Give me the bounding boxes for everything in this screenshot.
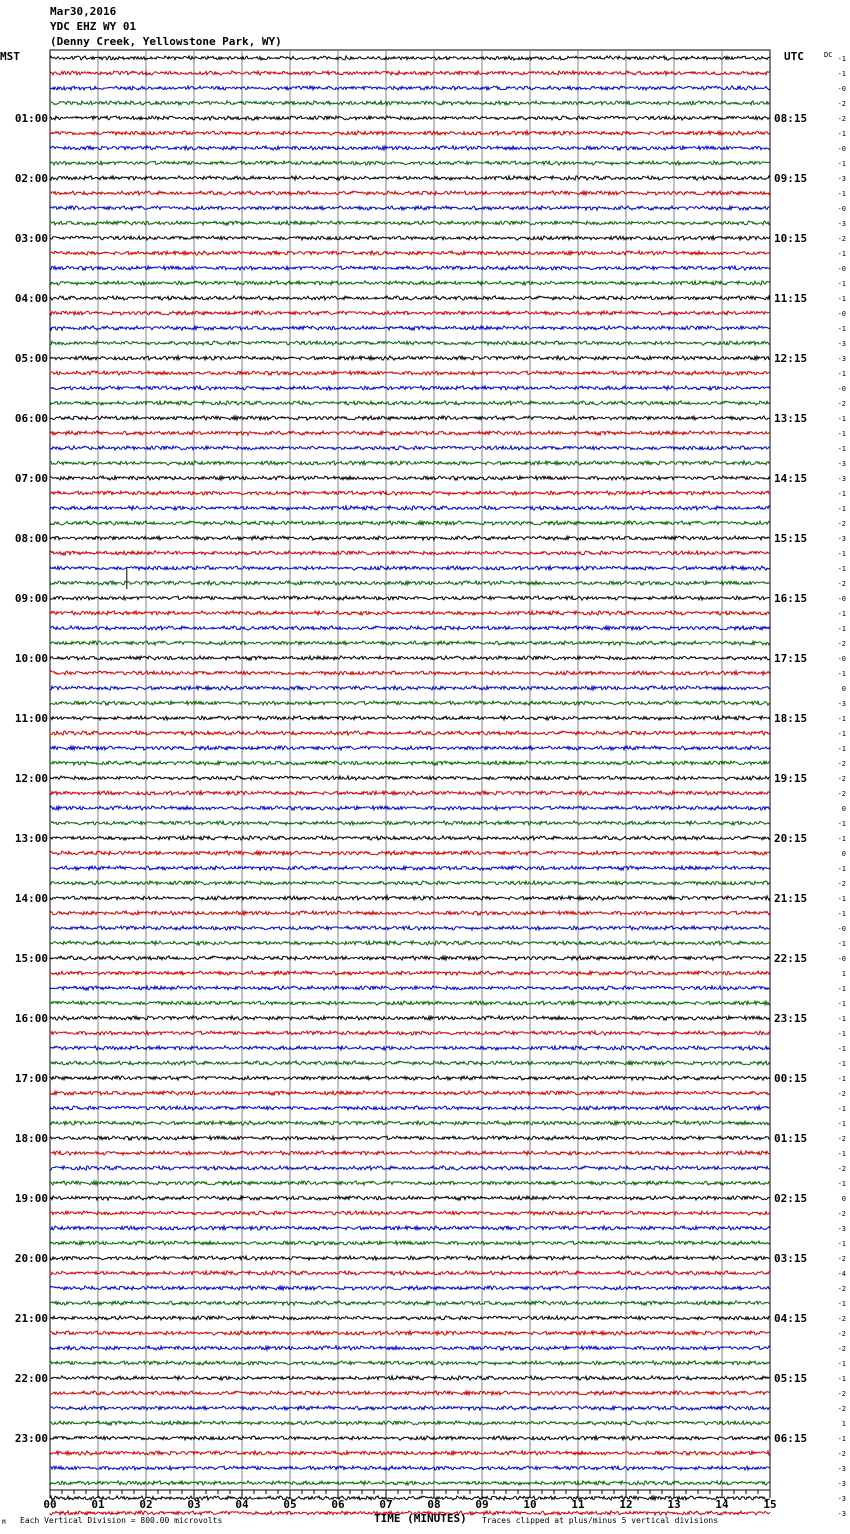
dc-offset-label: -1 (837, 505, 846, 513)
seismic-trace (50, 131, 770, 135)
dc-offset-label: -1 (837, 415, 846, 423)
dc-offset-label: -2 (837, 790, 846, 798)
seismic-trace (50, 1136, 770, 1140)
seismic-trace (50, 176, 770, 180)
left-hour-label: 15:00 (14, 952, 48, 965)
dc-offset-label: -3 (837, 1480, 846, 1488)
dc-offset-label: -1 (837, 1105, 846, 1113)
seismic-trace (50, 371, 770, 375)
seismic-trace (50, 116, 770, 120)
seismic-trace (50, 1121, 770, 1125)
dc-offset-label: -1 (837, 940, 846, 948)
dc-offset-label: -1 (837, 325, 846, 333)
left-hour-label: 07:00 (14, 472, 48, 485)
dc-offset-label: -0 (837, 655, 846, 663)
seismic-trace (50, 1406, 770, 1410)
footer-clip-note: Traces clipped at plus/minus 5 vertical divisions (482, 1516, 719, 1525)
x-tick-label: 12 (619, 1498, 633, 1511)
seismic-trace (50, 581, 770, 585)
dc-offset-label: -2 (837, 640, 846, 648)
seismic-trace (50, 266, 770, 270)
dc-offset-label: 1 (841, 970, 846, 978)
seismic-trace (50, 956, 770, 960)
dc-offset-label: -2 (837, 1330, 846, 1338)
seismic-trace (50, 71, 770, 75)
dc-offset-label: -3 (837, 340, 846, 348)
seismic-trace (50, 296, 770, 300)
seismic-trace (50, 461, 770, 465)
dc-offset-label: -1 (837, 1060, 846, 1068)
dc-offset-label: -1 (837, 745, 846, 753)
x-tick-label: 05 (283, 1498, 297, 1511)
dc-offset-label: -3 (837, 700, 846, 708)
dc-offset-label: 0 (841, 850, 846, 858)
right-hour-label: 06:15 (774, 1432, 808, 1445)
seismic-trace (50, 161, 770, 165)
seismic-trace (50, 1361, 770, 1365)
seismic-trace (50, 866, 770, 870)
left-hour-label: 23:00 (14, 1432, 48, 1445)
right-hour-label: 17:15 (774, 652, 808, 665)
dc-offset-label: -3 (837, 535, 846, 543)
seismic-trace (50, 1076, 770, 1080)
seismic-trace (50, 566, 770, 570)
seismic-trace (50, 731, 770, 735)
seismic-trace (50, 1226, 770, 1230)
dc-offset-label: -2 (837, 115, 846, 123)
x-tick-label: 13 (667, 1498, 681, 1511)
label-layer (15, 55, 846, 1518)
x-tick-label: 10 (523, 1498, 537, 1511)
seismic-trace (50, 791, 770, 795)
left-hour-label: 22:00 (14, 1372, 48, 1385)
seismic-trace (50, 1346, 770, 1350)
seismic-trace (50, 896, 770, 900)
left-hour-label: 12:00 (14, 772, 48, 785)
date-label: Mar30,2016 (50, 5, 117, 18)
dc-offset-label: -3 (837, 475, 846, 483)
dc-offset-label: -2 (837, 520, 846, 528)
seismic-trace (50, 1436, 770, 1440)
dc-offset-label: -1 (837, 250, 846, 258)
left-hour-label: 01:00 (14, 112, 48, 125)
dc-offset-label: -0 (837, 310, 846, 318)
right-hour-label: 03:15 (774, 1252, 808, 1265)
seismic-trace (50, 716, 770, 720)
seismic-trace (50, 401, 770, 405)
dc-offset-label: -1 (837, 895, 846, 903)
seismic-trace (50, 491, 770, 495)
dc-offset-label: -1 (837, 55, 846, 63)
seismic-trace (50, 641, 770, 645)
right-hour-label: 14:15 (774, 472, 808, 485)
dc-offset-label: -1 (837, 865, 846, 873)
seismic-trace (50, 1016, 770, 1020)
dc-offset-label: -1 (837, 1300, 846, 1308)
seismic-trace (50, 251, 770, 255)
dc-offset-label: -2 (837, 400, 846, 408)
dc-offset-label: -0 (837, 85, 846, 93)
seismic-trace (50, 986, 770, 990)
dc-offset-label: -1 (837, 670, 846, 678)
right-hour-label: 20:15 (774, 832, 808, 845)
dc-offset-label: 0 (841, 805, 846, 813)
left-hour-label: 03:00 (14, 232, 48, 245)
right-hour-label: 13:15 (774, 412, 808, 425)
dc-offset-label: -1 (837, 1075, 846, 1083)
dc-offset-label: -2 (837, 1255, 846, 1263)
seismic-trace (50, 761, 770, 765)
seismic-trace (50, 146, 770, 150)
seismic-trace (50, 1031, 770, 1035)
dc-offset-label: -0 (837, 205, 846, 213)
left-hour-label: 16:00 (14, 1012, 48, 1025)
dc-offset-label: -2 (837, 580, 846, 588)
dc-offset-label: 0 (841, 685, 846, 693)
dc-offset-label: -2 (837, 760, 846, 768)
left-hour-label: 05:00 (14, 352, 48, 365)
seismic-trace (50, 431, 770, 435)
seismic-trace (50, 56, 770, 60)
dc-offset-label: -2 (837, 1165, 846, 1173)
seismic-trace (50, 446, 770, 450)
dc-offset-label: -1 (837, 1030, 846, 1038)
x-axis-title: TIME (MINUTES) (374, 1512, 467, 1525)
x-tick-label: 02 (139, 1498, 153, 1511)
x-tick-label: 01 (91, 1498, 105, 1511)
seismic-trace (50, 1421, 770, 1425)
dc-offset-label: -1 (837, 1435, 846, 1443)
right-hour-label: 15:15 (774, 532, 808, 545)
dc-offset-label: -1 (837, 1375, 846, 1383)
right-hour-label: 05:15 (774, 1372, 808, 1385)
left-timezone-label: MST (0, 50, 20, 63)
dc-offset-label: -3 (837, 1495, 846, 1503)
seismic-trace (50, 281, 770, 285)
dc-offset-label: -1 (837, 1150, 846, 1158)
dc-offset-label: -2 (837, 1345, 846, 1353)
x-tick-label: 09 (475, 1498, 489, 1511)
dc-offset-label: -1 (837, 280, 846, 288)
dc-offset-label: -2 (837, 1390, 846, 1398)
seismic-trace (50, 1376, 770, 1380)
dc-offset-label: -2 (837, 1450, 846, 1458)
dc-offset-label: -1 (837, 490, 846, 498)
left-hour-label: 17:00 (14, 1072, 48, 1085)
seismic-trace (50, 1241, 770, 1245)
dc-offset-label: -1 (837, 1000, 846, 1008)
seismic-trace (50, 1286, 770, 1290)
seismic-trace (50, 851, 770, 855)
dc-offset-label: -2 (837, 1135, 846, 1143)
dc-offset-label: -3 (837, 175, 846, 183)
right-hour-label: 04:15 (774, 1312, 808, 1325)
x-tick-label: 04 (235, 1498, 249, 1511)
footer-scale-note: Each Vertical Division = 800.00 microvolts (20, 1516, 223, 1525)
dc-offset-label: -1 (837, 1045, 846, 1053)
dc-offset-label: -1 (837, 820, 846, 828)
seismic-trace (50, 206, 770, 210)
dc-offset-label: -1 (837, 1180, 846, 1188)
left-hour-label: 08:00 (14, 532, 48, 545)
seismic-trace (50, 1271, 770, 1275)
station-label: YDC EHZ WY 01 (50, 20, 137, 33)
location-label: (Denny Creek, Yellowstone Park, WY) (50, 35, 282, 48)
right-hour-label: 21:15 (774, 892, 808, 905)
x-tick-label: 00 (43, 1498, 57, 1511)
dc-offset-label: -1 (837, 370, 846, 378)
seismic-trace (50, 1316, 770, 1320)
left-hour-label: 09:00 (14, 592, 48, 605)
dc-offset-label: -2 (837, 1210, 846, 1218)
dc-offset-label: -1 (837, 1360, 846, 1368)
dc-offset-label: -0 (837, 955, 846, 963)
seismic-trace (50, 356, 770, 360)
seismic-trace (50, 1466, 770, 1470)
right-hour-label: 23:15 (774, 1012, 808, 1025)
seismic-trace (50, 1151, 770, 1155)
dc-offset-label: -1 (837, 565, 846, 573)
left-hour-label: 06:00 (14, 412, 48, 425)
dc-offset-label: -2 (837, 235, 846, 243)
seismic-trace (50, 1001, 770, 1005)
left-hour-label: 11:00 (14, 712, 48, 725)
seismic-trace (50, 926, 770, 930)
dc-offset-label: -1 (837, 985, 846, 993)
seismic-trace (50, 821, 770, 825)
right-hour-label: 09:15 (774, 172, 808, 185)
left-hour-label: 14:00 (14, 892, 48, 905)
right-hour-label: 01:15 (774, 1132, 808, 1145)
dc-offset-label: 0 (841, 1195, 846, 1203)
dc-offset-label: -1 (837, 295, 846, 303)
dc-offset-label: -3 (837, 460, 846, 468)
dc-offset-label: -1 (837, 1015, 846, 1023)
seismic-trace (50, 476, 770, 480)
dc-offset-label: -1 (837, 550, 846, 558)
seismic-trace (50, 551, 770, 555)
right-hour-label: 02:15 (774, 1192, 808, 1205)
dc-offset-label: -2 (837, 1405, 846, 1413)
seismic-trace (50, 326, 770, 330)
dc-label: DC (824, 51, 833, 59)
seismic-trace (50, 1301, 770, 1305)
seismic-trace (50, 611, 770, 615)
dc-offset-label: -0 (837, 385, 846, 393)
dc-offset-label: -0 (837, 595, 846, 603)
x-tick-label: 06 (331, 1498, 345, 1511)
seismic-trace (50, 941, 770, 945)
dc-offset-label: -1 (837, 160, 846, 168)
left-hour-label: 20:00 (14, 1252, 48, 1265)
dc-offset-label: -1 (837, 430, 846, 438)
dc-offset-label: -3 (837, 1510, 846, 1518)
right-hour-label: 22:15 (774, 952, 808, 965)
seismic-trace (50, 1496, 770, 1500)
dc-offset-label: -2 (837, 1090, 846, 1098)
seismic-trace (50, 1196, 770, 1200)
dc-offset-label: -3 (837, 355, 846, 363)
right-hour-label: 19:15 (774, 772, 808, 785)
seismic-trace (50, 911, 770, 915)
seismic-trace (50, 101, 770, 105)
seismic-trace (50, 521, 770, 525)
seismic-trace (50, 1211, 770, 1215)
x-tick-label: 11 (571, 1498, 585, 1511)
dc-offset-label: -2 (837, 880, 846, 888)
dc-offset-label: -3 (837, 1465, 846, 1473)
seismic-trace (50, 86, 770, 90)
x-tick-label: 14 (715, 1498, 729, 1511)
right-timezone-label: UTC (784, 50, 804, 63)
x-tick-label: 08 (427, 1498, 441, 1511)
left-hour-label: 10:00 (14, 652, 48, 665)
dc-offset-label: -1 (837, 835, 846, 843)
seismic-trace (50, 776, 770, 780)
seismic-trace (50, 311, 770, 315)
seismic-trace (50, 341, 770, 345)
seismic-trace (50, 1106, 770, 1110)
left-hour-label: 19:00 (14, 1192, 48, 1205)
dc-offset-label: -2 (837, 1315, 846, 1323)
dc-offset-label: 1 (841, 1420, 846, 1428)
dc-offset-label: -1 (837, 1120, 846, 1128)
dc-offset-label: -3 (837, 1225, 846, 1233)
dc-offset-label: -0 (837, 265, 846, 273)
dc-offset-label: -0 (837, 145, 846, 153)
seismic-trace (50, 1046, 770, 1050)
dc-offset-label: -1 (837, 1240, 846, 1248)
seismic-trace (50, 971, 770, 975)
dc-offset-label: -2 (837, 1285, 846, 1293)
left-hour-label: 02:00 (14, 172, 48, 185)
footer-mark: M (2, 1519, 6, 1526)
seismic-trace (50, 881, 770, 885)
seismic-trace (50, 1061, 770, 1065)
seismic-trace (50, 671, 770, 675)
dc-offset-label: -1 (837, 715, 846, 723)
dc-offset-label: -3 (837, 220, 846, 228)
dc-offset-label: -1 (837, 730, 846, 738)
seismic-trace (50, 221, 770, 225)
dc-offset-label: -1 (837, 445, 846, 453)
seismic-trace (50, 416, 770, 420)
seismic-trace (50, 701, 770, 705)
seismic-trace (50, 236, 770, 240)
x-tick-label: 07 (379, 1498, 393, 1511)
seismic-trace (50, 1331, 770, 1335)
seismic-trace (50, 656, 770, 660)
seismic-trace (50, 506, 770, 510)
seismic-trace (50, 626, 770, 630)
x-tick-label: 03 (187, 1498, 201, 1511)
left-hour-label: 21:00 (14, 1312, 48, 1325)
dc-offset-label: -2 (837, 100, 846, 108)
dc-offset-label: -1 (837, 70, 846, 78)
seismic-trace (50, 536, 770, 540)
left-hour-label: 18:00 (14, 1132, 48, 1145)
left-hour-label: 13:00 (14, 832, 48, 845)
seismic-trace (50, 1181, 770, 1185)
right-hour-label: 00:15 (774, 1072, 808, 1085)
trace-layer (50, 56, 770, 1515)
right-hour-label: 10:15 (774, 232, 808, 245)
dc-offset-label: -4 (837, 1270, 846, 1278)
dc-offset-label: -0 (837, 925, 846, 933)
dc-offset-label: -2 (837, 775, 846, 783)
seismic-trace (50, 806, 770, 810)
dc-offset-label: -1 (837, 625, 846, 633)
dc-offset-label: -1 (837, 610, 846, 618)
seismic-trace (50, 836, 770, 840)
seismic-trace (50, 191, 770, 195)
seismic-trace (50, 1166, 770, 1170)
right-hour-label: 16:15 (774, 592, 808, 605)
seismic-trace (50, 596, 770, 600)
seismic-trace (50, 386, 770, 390)
right-hour-label: 12:15 (774, 352, 808, 365)
dc-offset-label: -1 (837, 190, 846, 198)
seismic-trace (50, 1091, 770, 1095)
x-tick-label: 15 (763, 1498, 777, 1511)
seismic-trace (50, 746, 770, 750)
dc-offset-label: -1 (837, 910, 846, 918)
left-hour-label: 04:00 (14, 292, 48, 305)
right-hour-label: 18:15 (774, 712, 808, 725)
seismic-trace (50, 1391, 770, 1395)
right-hour-label: 08:15 (774, 112, 808, 125)
seismic-trace (50, 1451, 770, 1455)
seismic-trace (50, 1481, 770, 1485)
seismic-trace (50, 686, 770, 690)
dc-offset-label: -1 (837, 130, 846, 138)
seismic-trace (50, 1256, 770, 1260)
right-hour-label: 11:15 (774, 292, 808, 305)
